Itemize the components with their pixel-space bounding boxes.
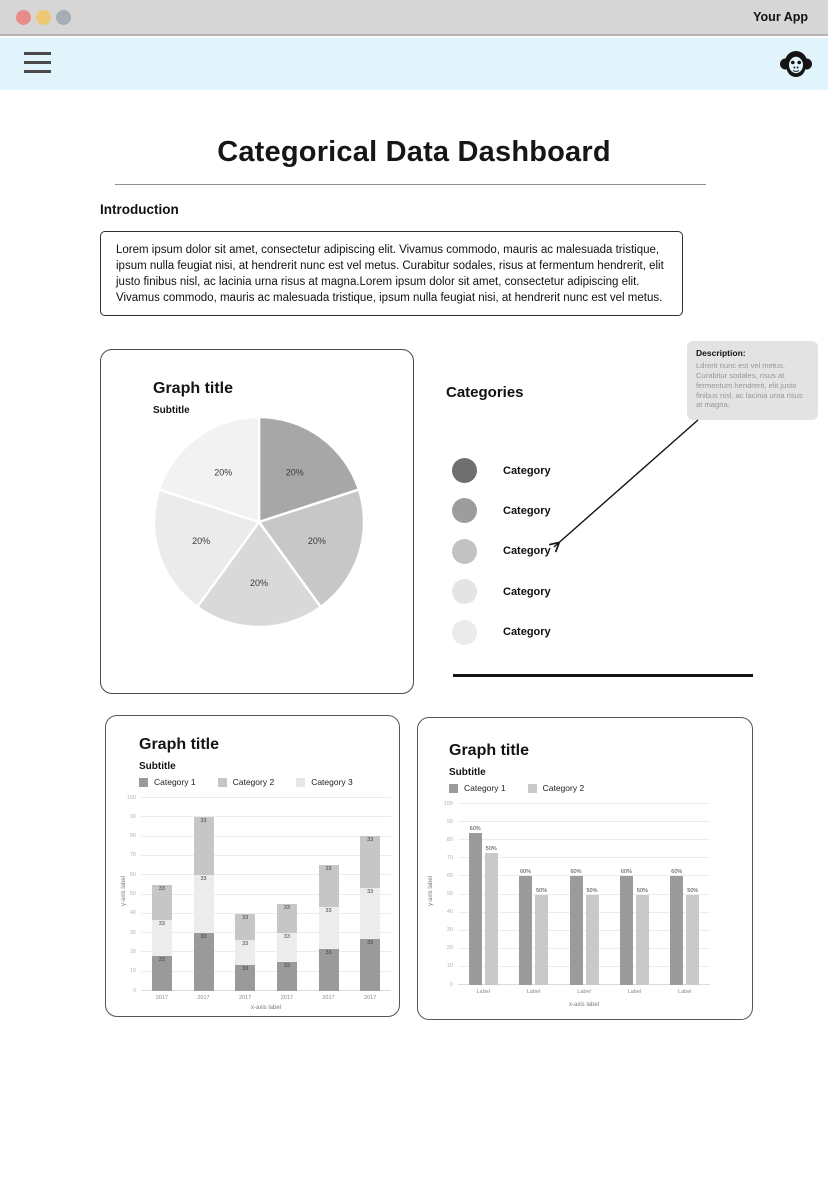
- grouped-y-axis-label: y-axis label: [428, 876, 434, 907]
- pie-slice-label: 20%: [214, 467, 233, 478]
- grouped-chart-subtitle: Subtitle: [449, 767, 486, 778]
- stacked-bar-segment: [152, 885, 172, 920]
- segment-value-label: 33: [242, 940, 249, 947]
- category-label: Category: [503, 626, 551, 639]
- segment-value-label: 33: [283, 905, 290, 912]
- legend-swatch: [218, 778, 227, 787]
- category-legend-item: [452, 458, 551, 483]
- y-axis-tick-label: 80: [129, 832, 136, 839]
- stacked-chart-subtitle: Subtitle: [139, 761, 176, 772]
- x-axis-tick-label: Label: [678, 989, 692, 995]
- category-swatch: [452, 498, 477, 523]
- segment-value-label: 33: [158, 886, 165, 893]
- grouped-bar: [570, 869, 583, 985]
- category-swatch: [452, 579, 477, 604]
- bar-value-label: 50%: [636, 887, 648, 894]
- gridline: [141, 816, 391, 817]
- legend-swatch: [528, 784, 537, 793]
- stacked-bar-segment: [277, 904, 297, 933]
- stacked-chart-legend: [139, 777, 353, 787]
- y-axis-tick-label: 20: [446, 945, 453, 952]
- segment-value-label: 33: [367, 888, 374, 895]
- x-axis-tick-label: 2017: [155, 995, 168, 1001]
- y-axis-tick-label: 70: [446, 854, 453, 861]
- window-maximize-button[interactable]: [56, 10, 71, 25]
- pie-slice-label: 20%: [307, 535, 326, 546]
- grouped-bar: [469, 825, 482, 985]
- bar-value-label: 50%: [485, 845, 497, 852]
- legend-item: [528, 783, 585, 793]
- segment-value-label: 33: [200, 934, 207, 941]
- page-title: Categorical Data Dashboard: [217, 136, 611, 168]
- grouped-bar: [485, 845, 498, 985]
- pie-chart-card: [100, 349, 414, 694]
- stacked-bar-segment: [277, 962, 297, 991]
- stacked-bar-segment: [277, 933, 297, 962]
- y-axis-tick-label: 40: [446, 908, 453, 915]
- grouped-bar: [670, 869, 683, 985]
- y-axis-tick-label: 90: [129, 813, 136, 820]
- segment-value-label: 33: [242, 966, 249, 973]
- x-axis-tick-label: 2017: [239, 995, 252, 1001]
- y-axis-tick-label: 60: [446, 872, 453, 879]
- stacked-bar-segment: [235, 914, 255, 940]
- segment-value-label: 33: [283, 963, 290, 970]
- bar-value-label: 50%: [536, 887, 548, 894]
- y-axis-tick-label: 70: [129, 852, 136, 859]
- legend-swatch: [449, 784, 458, 793]
- y-axis-tick-label: 10: [446, 963, 453, 970]
- x-axis-tick-label: Label: [526, 989, 541, 995]
- introduction-heading: Introduction: [100, 202, 179, 217]
- y-axis-tick-label: 30: [129, 929, 136, 936]
- window-close-button[interactable]: [16, 10, 31, 25]
- introduction-text: Lorem ipsum dolor sit amet, consectetur adipiscing elit. Vivamus commodo, mauris ac malesuada tristique, ipsum nulla feugiat nisi, at hendrerit nunc est vel metus. Curabitur sodales, risus at fermentum hendrerit, elit justo finibus nisl, ac lacinia urna risus at magna.Lorem ipsum dolor sit amet, consectetur adipiscing elit. Vivamus commodo, mauris ac malesuada tristique, ipsum nulla feugiat nisi, at hendrerit nunc est vel metus.: [116, 244, 664, 304]
- grouped-chart-legend: [449, 783, 584, 793]
- bar-value-label: 60%: [570, 869, 582, 876]
- grouped-bar-chart-card: [417, 717, 753, 1020]
- stacked-bar-segment: [235, 940, 255, 966]
- stacked-bar-segment: [360, 939, 380, 991]
- section-divider: [453, 674, 753, 677]
- legend-item: [296, 777, 353, 787]
- category-label: Category: [503, 545, 551, 558]
- bar-value-label: 60%: [469, 825, 481, 832]
- segment-value-label: 33: [200, 818, 207, 825]
- x-axis-tick-label: Label: [476, 989, 490, 995]
- stacked-bar-segment: [152, 956, 172, 991]
- pie-chart: [151, 414, 367, 630]
- pie-chart-title: Graph title: [153, 380, 234, 397]
- legend-item: [139, 777, 196, 787]
- stacked-bar-segment: [360, 888, 380, 940]
- legend-swatch: [296, 778, 305, 787]
- category-label: Category: [503, 464, 551, 477]
- y-axis-tick-label: 0: [449, 981, 453, 988]
- stacked-bar-chart-card: [105, 715, 400, 1017]
- stacked-y-axis-label: y-axis label: [121, 876, 127, 907]
- grouped-bar: [620, 869, 633, 985]
- legend-item: [449, 783, 506, 793]
- category-swatch: [452, 458, 477, 483]
- stacked-bar-segment: [360, 836, 380, 888]
- x-axis-tick-label: 2017: [197, 995, 210, 1001]
- category-legend-item: [452, 579, 551, 604]
- y-axis-tick-label: 50: [446, 890, 453, 897]
- stacked-bar-segment: [319, 907, 339, 949]
- x-axis-tick-label: 2017: [364, 995, 377, 1001]
- stacked-bar-segment: [235, 965, 255, 991]
- bar-value-label: 60%: [671, 869, 683, 876]
- segment-value-label: 33: [158, 921, 165, 928]
- stacked-bar-segment: [194, 875, 214, 933]
- menu-hamburger-icon[interactable]: [24, 52, 51, 73]
- stacked-bar-segment: [194, 933, 214, 991]
- segment-value-label: 33: [325, 908, 332, 915]
- segment-value-label: 33: [325, 866, 332, 873]
- y-axis-tick-label: 100: [126, 794, 136, 801]
- y-axis-tick-label: 50: [129, 890, 136, 897]
- bar-value-label: 60%: [520, 869, 532, 876]
- bar-value-label: 60%: [620, 869, 632, 876]
- grouped-bar: [519, 869, 532, 985]
- legend-label: Category 1: [154, 777, 196, 787]
- grouped-x-axis-label: x-axis label: [568, 1002, 599, 1008]
- segment-value-label: 33: [158, 956, 165, 963]
- segment-value-label: 33: [325, 950, 332, 957]
- introduction-box: [100, 231, 683, 316]
- y-axis-tick-label: 10: [129, 967, 136, 974]
- legend-item: [218, 777, 275, 787]
- gridline: [141, 951, 391, 952]
- title-divider: [115, 184, 706, 185]
- grouped-bar: [535, 887, 548, 986]
- gridline: [458, 821, 710, 822]
- grouped-bar-plot: [443, 800, 710, 995]
- y-axis-tick-label: 20: [129, 948, 136, 955]
- x-axis-tick-label: Label: [627, 989, 642, 995]
- category-legend-item: [452, 539, 551, 564]
- y-axis-tick-label: 0: [132, 987, 136, 994]
- window-controls: [16, 10, 71, 25]
- gridline: [141, 836, 391, 837]
- segment-value-label: 33: [283, 934, 290, 941]
- grouped-chart-title: Graph title: [449, 742, 530, 759]
- gridline: [458, 803, 710, 804]
- gridline: [458, 839, 710, 840]
- categories-panel: [446, 384, 666, 639]
- stacked-bar-segment: [319, 865, 339, 907]
- x-axis-tick-label: 2017: [280, 995, 293, 1001]
- gridline: [141, 855, 391, 856]
- legend-label: Category 2: [542, 783, 585, 793]
- legend-label: Category 3: [311, 777, 353, 787]
- gridline: [141, 894, 391, 895]
- stacked-bar-segment: [194, 817, 214, 875]
- category-label: Category: [503, 504, 551, 517]
- y-axis-tick-label: 80: [446, 836, 453, 843]
- top-navbar: [0, 38, 828, 90]
- pie-slice-label: 20%: [285, 467, 304, 478]
- gridline: [141, 874, 391, 875]
- category-label: Category: [503, 585, 551, 598]
- annotation-arrow: [546, 414, 706, 556]
- legend-swatch: [139, 778, 148, 787]
- y-axis-tick-label: 40: [129, 910, 136, 917]
- segment-value-label: 33: [367, 940, 374, 947]
- category-legend-item: [452, 620, 551, 645]
- app-name: Your App: [753, 10, 808, 24]
- window-minimize-button[interactable]: [36, 10, 51, 25]
- segment-value-label: 33: [242, 915, 249, 922]
- legend-label: Category 1: [464, 783, 506, 793]
- x-axis-tick-label: 2017: [322, 995, 335, 1001]
- stacked-bar-segment: [152, 920, 172, 955]
- gridline: [141, 990, 391, 991]
- gridline: [141, 932, 391, 933]
- stacked-bar-segment: [319, 949, 339, 991]
- description-tooltip-title: Description:: [696, 348, 746, 358]
- category-swatch: [452, 539, 477, 564]
- bar-value-label: 50%: [586, 887, 598, 894]
- y-axis-tick-label: 30: [446, 926, 453, 933]
- y-axis-tick-label: 90: [446, 818, 453, 825]
- description-tooltip: [687, 341, 818, 420]
- pie-slice-label: 20%: [249, 577, 269, 588]
- segment-value-label: 33: [200, 876, 207, 883]
- stacked-x-axis-label: x-axis label: [250, 1005, 281, 1011]
- grouped-bar: [636, 887, 649, 986]
- grouped-bar: [586, 887, 599, 986]
- x-axis-tick-label: Label: [577, 989, 591, 995]
- category-swatch: [452, 620, 477, 645]
- legend-label: Category 2: [232, 777, 275, 787]
- gridline: [141, 971, 391, 972]
- pie-chart-subtitle: Subtitle: [153, 405, 190, 416]
- grouped-bar: [686, 887, 699, 986]
- stacked-bar-plot: [126, 794, 391, 1001]
- bar-value-label: 50%: [687, 887, 699, 894]
- gridline: [141, 913, 391, 914]
- categories-heading: Categories: [446, 384, 524, 401]
- window-titlebar: [0, 0, 828, 36]
- gridline: [141, 797, 391, 798]
- y-axis-tick-label: 100: [443, 800, 453, 807]
- segment-value-label: 33: [367, 837, 374, 844]
- monkey-logo-icon[interactable]: [779, 47, 813, 81]
- category-legend-item: [452, 498, 551, 523]
- y-axis-tick-label: 60: [129, 871, 136, 878]
- pie-slice-label: 20%: [192, 535, 211, 546]
- stacked-chart-title: Graph title: [139, 736, 220, 753]
- description-tooltip-text: Ldrerit nunc est vel metus. Curabitur sodales, risus at fermentum hendrerit, elit justo finibus nisl, ac lacinia urna risus at magna.: [696, 361, 803, 410]
